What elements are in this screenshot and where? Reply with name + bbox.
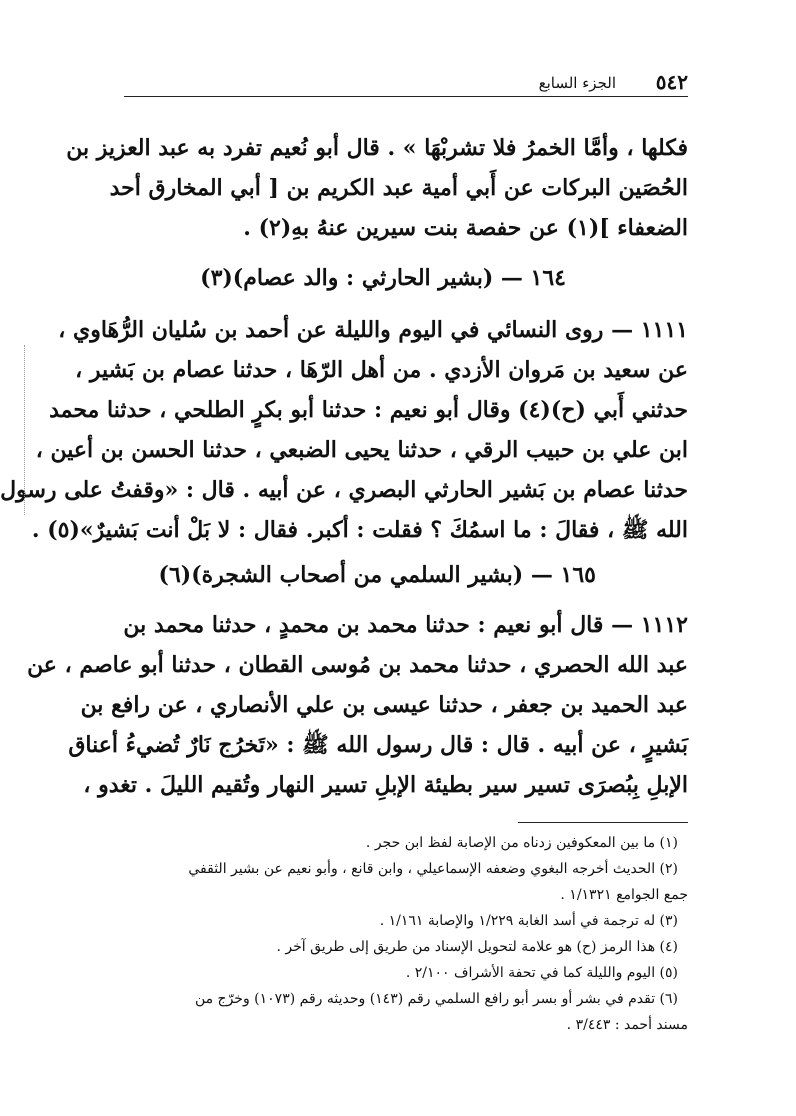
footnotes — [120, 830, 688, 1038]
text-line: حدثنا عصام بن بَشير الحارثي البصري ، عن أبيه . قال : «وقفتُ على رسول — [0, 477, 688, 503]
text-line: عبد الحميد بن جعفر ، حدثنا عيسى بن علي الأنصاري ، عن رافع بن — [80, 692, 688, 718]
footnote: (٥) اليوم والليلة كما في تحفة الأشراف ٢/١٠٠ . — [405, 965, 678, 981]
text-line: الضعفاء ](١) عن حفصة بنت سيرين عنهُ بهِ(٢) . — [243, 215, 688, 241]
footnote: (٤) هذا الرمز (ح) هو علامة لتحويل الإسناد من طريق إلى طريق آخر . — [276, 939, 678, 955]
text-line: الإبلِ بِبُصرَى تسير سير بطيئة الإبلِ تسير النهار وتُقيم الليلَ . تغدو ، — [83, 772, 688, 798]
heading-164: ١٦٤ — (بشير الحارثي : والد عصام)(٣) — [200, 265, 566, 291]
part-title: الجزء السابع — [538, 74, 616, 92]
heading-165: ١٦٥ — (بشير السلمي من أصحاب الشجرة)(٦) — [158, 562, 596, 588]
text-line: عن سعيد بن مَروان الأزدي . من أهل الرّهَا ، حدثنا عصام بن بَشير ، — [75, 357, 688, 383]
footnote: (٢) الحديث أخرجه البغوي وضعفه الإسماعيلي ، وابن قانع ، وأبو نعيم عن بشير الثقفي — [188, 861, 678, 877]
footnote-divider — [518, 822, 688, 823]
text-line: حدثني أَبي (ح)(٤) وقال أبو نعيم : حدثنا أبو بكرٍ الطلحي ، حدثنا محمد — [49, 397, 688, 423]
footnote: (١) ما بين المعكوفين زدناه من الإصابة لفظ ابن حجر . — [365, 835, 678, 851]
page-number: ٥٤٢ — [655, 70, 688, 94]
text-line: الحُصَين البركات عن أَبي أمية عبد الكريم بن [ أبي المخارق أحد — [109, 175, 688, 201]
text-line: ١١١٢ — قال أبو نعيم : حدثنا محمد بن محمدٍ ، حدثنا محمد بن — [123, 612, 688, 638]
footnote-continuation: مسند أحمد : ٣/٤٤٣ . — [566, 1017, 688, 1033]
text-line: فكلها ، وأمَّا الخمرُ فلا تشربْهَا » . قال أبو نُعيم تفرد به عبد العزيز بن — [66, 135, 688, 161]
scan-edge-mark — [24, 345, 27, 515]
intro-paragraph — [66, 128, 688, 248]
footnote: (٦) تقدم في بشر أو بسر أبو رافع السلمي رقم (١٤٣) وحديثه رقم (١٠٧٣) وخرّج من — [194, 991, 678, 1007]
hadith-1111 — [0, 310, 688, 550]
text-line: ابن علي بن حبيب الرقي ، حدثنا يحيى الضبعي ، حدثنا الحسن بن أعين ، — [35, 437, 688, 463]
text-line: عبد الله الحصري ، حدثنا محمد بن مُوسى القطان ، حدثنا أبو عاصم ، عن — [27, 652, 688, 678]
footnote: (٣) له ترجمة في أسد الغابة ١/٢٢٩ والإصابة ١/١٦١ . — [379, 913, 678, 929]
footnote-continuation: جمع الجوامع ١/١٣٢١ . — [560, 887, 688, 903]
text-line: ١١١١ — روى النسائي في اليوم والليلة عن أحمد بن سُليان الرُّهَاوي ، — [58, 317, 688, 343]
running-header — [124, 66, 688, 97]
text-line: الله ﷺ ، فقالَ : ما اسمُكَ ؟ فقلت : أكبر. فقال : لا بَلْ أنت بَشيرٌ»(٥) . — [31, 517, 688, 543]
hadith-1112 — [27, 605, 688, 805]
text-line: بَشيرٍ ، عن أبيه . قال : قال رسول الله ﷺ : «تَخرُج نَارٌ تُضيءُ أعناق — [68, 732, 688, 758]
